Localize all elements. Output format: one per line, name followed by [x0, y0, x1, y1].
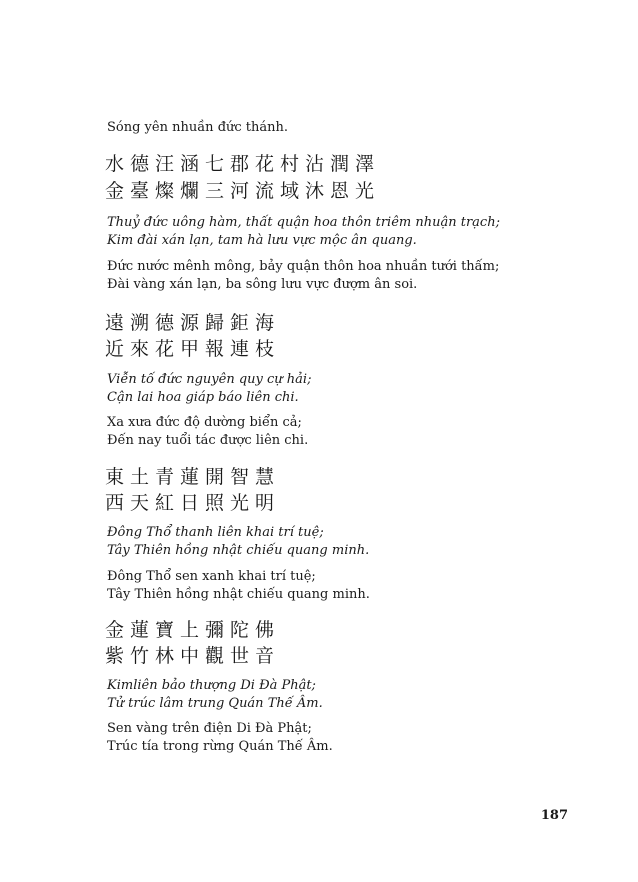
viet-line-2-2: Đến nay tuổi tác được liên chi.: [107, 433, 309, 448]
translit-line-3-1: Đông Thổ thanh liên khai trí tuệ;: [107, 525, 324, 540]
han-line-4-2: 紫竹林中觀世音: [105, 645, 281, 667]
intro-line: Sóng yên nhuần đức thánh.: [107, 120, 289, 135]
translit-line-4-1: Kimliên bảo thượng Di Đà Phật;: [107, 678, 316, 693]
han-line-4-1: 金蓮寶上彌陀佛: [105, 619, 281, 641]
page-number: 187: [540, 808, 568, 823]
han-line-3-2: 西天紅日照光明: [105, 492, 281, 514]
han-line-1-2: 金臺燦爛三河流域沐恩光: [105, 180, 381, 202]
translit-line-1-1: Thuỷ đức uông hàm, thất quận hoa thôn triêm nhuận trạch;: [107, 215, 500, 230]
han-line-1-1: 水德汪涵七郡花村沾潤澤: [105, 153, 381, 175]
viet-line-3-1: Đông Thổ sen xanh khai trí tuệ;: [107, 569, 316, 584]
viet-line-1-2: Đài vàng xán lạn, ba sông lưu vực đượm ân soi.: [107, 277, 418, 292]
translit-line-3-2: Tây Thiên hồng nhật chiếu quang minh.: [107, 543, 370, 558]
viet-line-2-1: Xa xưa đức độ dường biển cả;: [107, 415, 302, 430]
translit-line-1-2: Kim đài xán lạn, tam hà lưu vực mộc ân quang.: [107, 233, 417, 248]
translit-line-2-1: Viễn tố đức nguyên quy cự hải;: [107, 372, 312, 387]
viet-line-3-2: Tây Thiên hồng nhật chiếu quang minh.: [107, 587, 370, 602]
han-line-2-1: 遠溯德源歸鉅海: [105, 312, 281, 334]
han-line-3-1: 東土青蓮開智慧: [105, 466, 281, 488]
viet-line-4-2: Trúc tía trong rừng Quán Thế Âm.: [107, 739, 333, 754]
translit-line-2-2: Cận lai hoa giáp báo liên chi.: [107, 390, 299, 405]
translit-line-4-2: Tử trúc lâm trung Quán Thế Âm.: [107, 696, 323, 711]
han-line-2-2: 近來花甲報連枝: [105, 338, 281, 360]
viet-line-4-1: Sen vàng trên điện Di Đà Phật;: [107, 721, 312, 736]
viet-line-1-1: Đức nước mênh mông, bảy quận thôn hoa nhuần tưới thấm;: [107, 259, 500, 274]
